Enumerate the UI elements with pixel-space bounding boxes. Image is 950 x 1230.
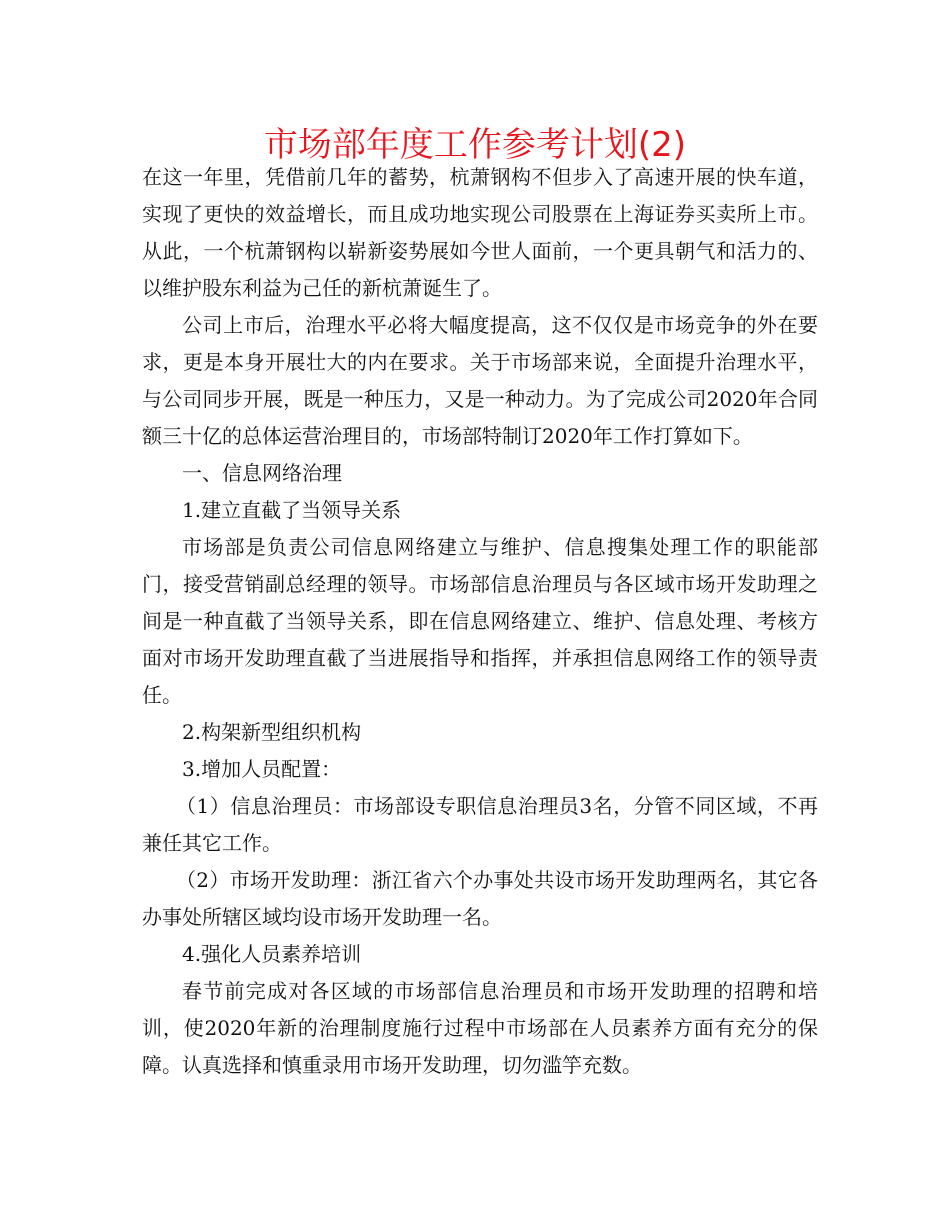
paragraph-training: 春节前完成对各区域的市场部信息治理员和市场开发助理的招聘和培训，使2020年新的治理制度施行过程中市场部在人员素养方面有充分的保障。认真选择和慎重录用市场开发助理，切勿滥竽充数。: [142, 979, 818, 1077]
item-heading-training: 4.强化人员素养培训: [182, 942, 362, 966]
sub-item-info-manager: （1）信息治理员：市场部设专职信息治理员3名，分管不同区域，不再兼任其它工作。: [142, 794, 818, 855]
paragraph-direct-leadership: 市场部是负责公司信息网络建立与维护、信息搜集处理工作的职能部门，接受营销副总经理的领导。市场部信息治理员与各区域市场开发助理之间是一种直截了当领导关系，即在信息网络建立、维护、信息处理、考核方面对市场开发助理直截了当进展指导和指挥，并承担信息网络工作的领导责任。: [142, 535, 818, 707]
item-heading-direct-leadership: 1.建立直截了当领导关系: [182, 498, 402, 522]
document-title: 市场部年度工作参考计划(2): [263, 125, 687, 165]
sub-item-market-assistant: （2）市场开发助理：浙江省六个办事处共设市场开发助理两名，其它各办事处所辖区域均设市场开发助理一名。: [142, 868, 818, 929]
item-heading-organization: 2.构架新型组织机构: [182, 720, 362, 744]
document-body: [142, 159, 818, 1084]
paragraph-listing-goals: 公司上市后，治理水平必将大幅度提高，这不仅仅是市场竞争的外在要求，更是本身开展壮大的内在要求。关于市场部来说，全面提升治理水平，与公司同步开展，既是一种压力，又是一种动力。为了完成公司2020年合同额三十亿的总体运营治理目的，市场部特制订2020年工作打算如下。: [142, 313, 818, 448]
paragraph-intro: 在这一年里，凭借前几年的蓄势，杭萧钢构不但步入了高速开展的快车道，实现了更快的效益增长，而且成功地实现公司股票在上海证券买卖所上市。从此，一个杭萧钢构以崭新姿势展如今世人面前，一个更具朝气和活力的、以维护股东利益为己任的新杭萧诞生了。: [142, 165, 818, 300]
item-heading-staffing: 3.增加人员配置：: [182, 757, 342, 781]
section-heading-info-network: 一、信息网络治理: [182, 461, 342, 485]
